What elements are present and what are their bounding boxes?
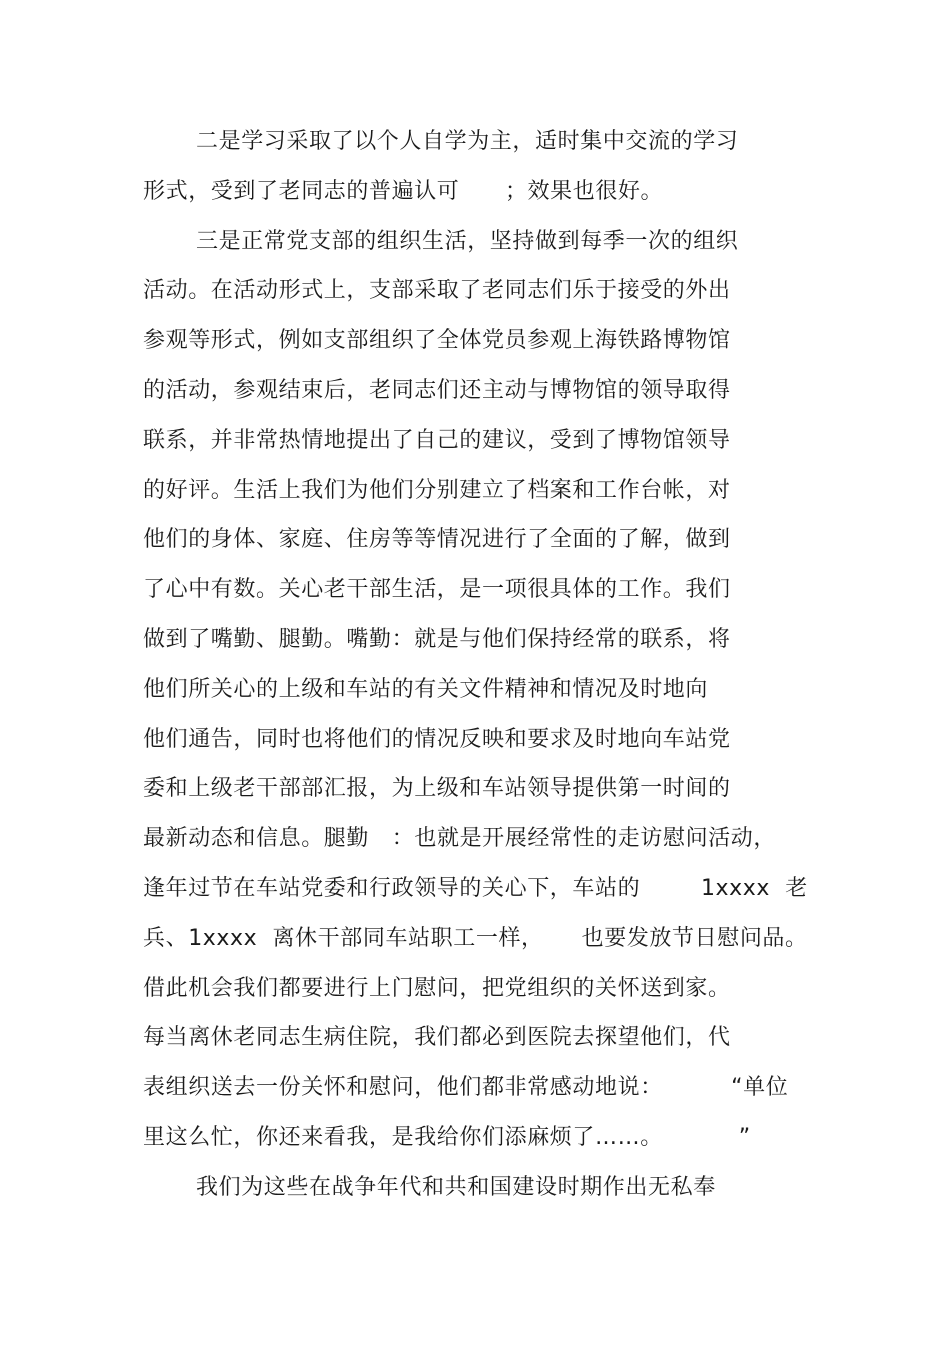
text-line: 最新动态和信息。腿勤 ：也就是开展经常性的走访慰问活动， xyxy=(143,826,776,851)
text-line: 委和上级老干部部汇报，为上级和车站领导提供第一时间的 xyxy=(143,776,731,801)
text-line: 形式，受到了老同志的普遍认可 ；效果也很好。 xyxy=(143,179,664,204)
text-line: 兵、1xxxx 离休干部同车站职工一样， 也要发放节日慰问品。 xyxy=(143,926,808,951)
text-line: 做到了嘴勤、腿勤。嘴勤：就是与他们保持经常的联系，将 xyxy=(143,627,731,652)
text-line: 参观等形式，例如支部组织了全体党员参观上海铁路博物馆 xyxy=(143,328,731,353)
text-line: 二是学习采取了以个人自学为主，适时集中交流的学习 xyxy=(196,129,739,154)
text-line: 我们为这些在战争年代和共和国建设时期作出无私奉 xyxy=(196,1175,716,1200)
text-line: 活动。在活动形式上，支部采取了老同志们乐于接受的外出 xyxy=(143,278,731,303)
text-line: 三是正常党支部的组织生活，坚持做到每季一次的组织 xyxy=(196,229,739,254)
text-line: 的好评。生活上我们为他们分别建立了档案和工作台帐，对 xyxy=(143,478,731,503)
text-line: 他们的身体、家庭、住房等等情况进行了全面的了解，做到 xyxy=(143,527,731,552)
text-line: 每当离休老同志生病住院，我们都必到医院去探望他们，代 xyxy=(143,1025,731,1050)
text-line: 里这么忙，你还来看我，是我给你们添麻烦了……。 ” xyxy=(143,1125,751,1150)
text-line: 的活动，参观结束后，老同志们还主动与博物馆的领导取得 xyxy=(143,378,731,403)
text-line: 逢年过节在车站党委和行政领导的关心下，车站的 1xxxx 老 xyxy=(143,876,808,901)
text-line: 他们所关心的上级和车站的有关文件精神和情况及时地向 xyxy=(143,677,709,702)
text-line: 借此机会我们都要进行上门慰问，把党组织的关怀送到家。 xyxy=(143,976,731,1001)
text-line: 他们通告，同时也将他们的情况反映和要求及时地向车站党 xyxy=(143,727,731,752)
text-line: 表组织送去一份关怀和慰问，他们都非常感动地说： “单位 xyxy=(143,1075,789,1100)
text-line: 联系，并非常热情地提出了自己的建议，受到了博物馆领导 xyxy=(143,428,731,453)
text-line: 了心中有数。关心老干部生活，是一项很具体的工作。我们 xyxy=(143,577,731,602)
